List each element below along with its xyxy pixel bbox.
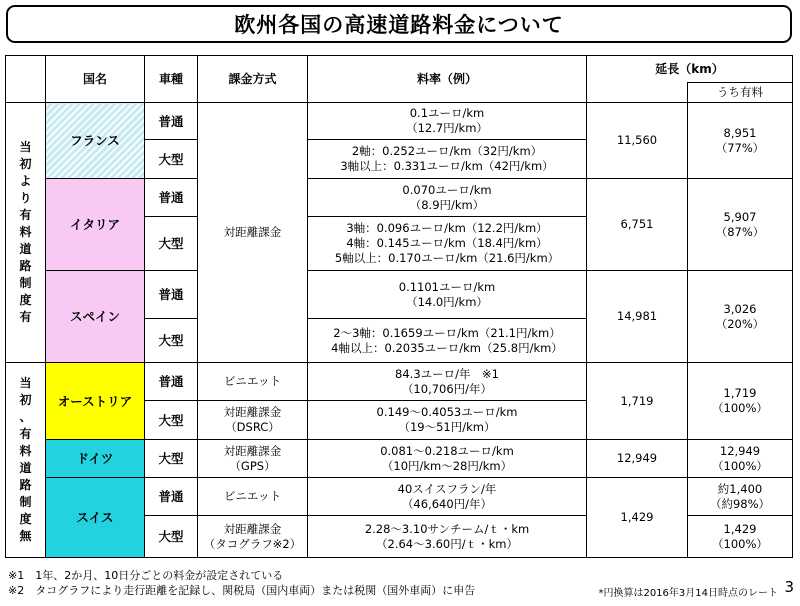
rate-italy-normal: 0.070ユーロ/km （8.9円/km）: [308, 179, 587, 217]
country-spain: スペイン: [46, 271, 145, 363]
header-blank: [6, 56, 46, 103]
footnote-2: ※2 タコグラフにより走行距離を記録し、関税局（国内車両）または税関（国外車両）に申告: [8, 584, 476, 597]
method-distance: 対距離課金: [198, 103, 308, 363]
header-toll-part: うち有料: [688, 83, 793, 103]
toll-spain: 3,026 （20%）: [688, 271, 793, 363]
country-austria: オーストリア: [46, 363, 145, 440]
country-germany: ドイツ: [46, 440, 145, 478]
vehicle-normal: 普通: [145, 179, 198, 217]
header-length-blank: [587, 83, 688, 103]
length-italy: 6,751: [587, 179, 688, 271]
header-vehicle: 車種: [145, 56, 198, 103]
length-germany: 12,949: [587, 440, 688, 478]
exchange-rate-note: *円換算は2016年3月14日時点のレート: [598, 588, 778, 599]
rate-italy-large: 3軸：0.096ユーロ/km（12.2円/km） 4軸：0.145ユーロ/km（18.4円/km） 5軸以上：0.170ユーロ/km（21.6円/km）: [308, 217, 587, 271]
toll-germany: 12,949 （100%）: [688, 440, 793, 478]
method-swiss-normal: ビニエット: [198, 478, 308, 516]
vehicle-normal: 普通: [145, 271, 198, 319]
toll-france: 8,951 （77%）: [688, 103, 793, 179]
country-france: フランス: [46, 103, 145, 179]
vehicle-large: 大型: [145, 217, 198, 271]
rate-austria-large: 0.149～0.4053ユーロ/km （19～51円/km）: [308, 401, 587, 440]
page-title: 欧州各国の高速道路料金について: [6, 5, 792, 43]
method-austria-large: 対距離課金 （DSRC）: [198, 401, 308, 440]
header-rate: 料率（例）: [308, 56, 587, 103]
toll-swiss-large: 1,429 （100%）: [688, 516, 793, 558]
toll-table: [5, 55, 793, 558]
vehicle-large: 大型: [145, 401, 198, 440]
rate-spain-normal: 0.1101ユーロ/km （14.0円/km）: [308, 271, 587, 319]
rate-france-normal: 0.1ユーロ/km （12.7円/km）: [308, 103, 587, 140]
header-method: 課金方式: [198, 56, 308, 103]
rate-swiss-normal: 40スイスフラン/年 （46,640円/年）: [308, 478, 587, 516]
vehicle-normal: 普通: [145, 103, 198, 140]
group-label-1: 当 初 よ り 有 料 道 路 制 度 有: [6, 103, 46, 363]
vehicle-large: 大型: [145, 140, 198, 179]
vehicle-normal: 普通: [145, 478, 198, 516]
header-length: 延長（km）: [587, 56, 793, 83]
rate-germany-large: 0.081～0.218ユーロ/km （10円/km～28円/km）: [308, 440, 587, 478]
group-label-2: 当 初 、 有 料 道 路 制 度 無: [6, 363, 46, 558]
toll-italy: 5,907 （87%）: [688, 179, 793, 271]
vehicle-normal: 普通: [145, 363, 198, 401]
country-italy: イタリア: [46, 179, 145, 271]
vehicle-large: 大型: [145, 440, 198, 478]
rate-austria-normal: 84.3ユーロ/年 ※1 （10,706円/年）: [308, 363, 587, 401]
length-spain: 14,981: [587, 271, 688, 363]
vehicle-large: 大型: [145, 516, 198, 558]
vehicle-large: 大型: [145, 319, 198, 363]
length-france: 11,560: [587, 103, 688, 179]
rate-spain-large: 2～3軸：0.1659ユーロ/km（21.1円/km） 4軸以上：0.2035ユーロ/km（25.8円/km）: [308, 319, 587, 363]
footnote-1: ※1 1年、2か月、10日分ごとの料金が設定されている: [8, 569, 284, 582]
length-switzerland: 1,429: [587, 478, 688, 558]
toll-austria: 1,719 （100%）: [688, 363, 793, 440]
rate-swiss-large: 2.28～3.10サンチーム/ｔ・km （2.64～3.60円/ｔ・km）: [308, 516, 587, 558]
method-swiss-large: 対距離課金 （タコグラフ※2）: [198, 516, 308, 558]
method-austria-normal: ビニエット: [198, 363, 308, 401]
length-austria: 1,719: [587, 363, 688, 440]
page-number: 3: [784, 578, 794, 596]
method-germany-large: 対距離課金 （GPS）: [198, 440, 308, 478]
rate-france-large: 2軸：0.252ユーロ/km（32円/km） 3軸以上：0.331ユーロ/km（42円/km）: [308, 140, 587, 179]
header-country: 国名: [46, 56, 145, 103]
toll-swiss-normal: 約1,400 （約98%）: [688, 478, 793, 516]
country-switzerland: スイス: [46, 478, 145, 558]
